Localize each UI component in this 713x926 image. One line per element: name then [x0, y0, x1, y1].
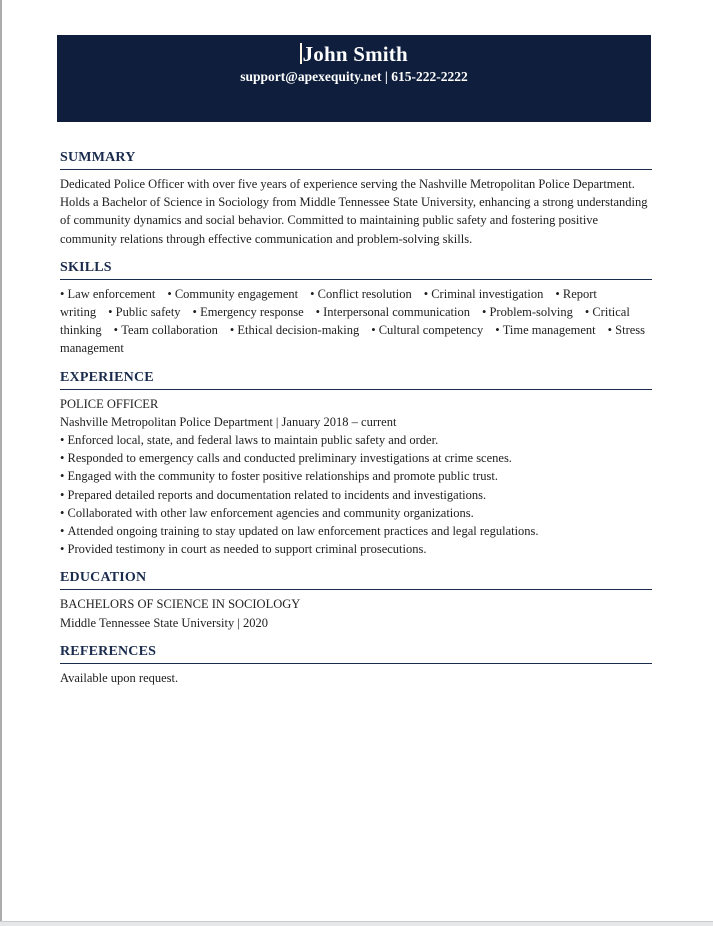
section-references [60, 644, 652, 687]
references-heading[interactable]: REFERENCES [60, 644, 652, 664]
skill-item[interactable]: • Team collaboration [114, 323, 218, 337]
skill-item[interactable]: • Emergency response [193, 305, 304, 319]
experience-bullet[interactable]: • Collaborated with other law enforcement agencies and community organizations. [60, 504, 652, 522]
job-title[interactable]: POLICE OFFICER [60, 396, 159, 411]
resume-header-band[interactable] [57, 35, 651, 122]
summary-paragraph[interactable]: Dedicated Police Officer with over five years of experience serving the Nashville Metropolitan Police Department. Holds a Bachelor of Science in Sociology from Middle Tennessee State University, enhancing a strong understanding of community dynamics and social behavior. Committed to maintaining public safety and fostering positive community relations through effective communication and problem-solving skills. [60, 177, 648, 246]
resume-contact-line[interactable]: support@apexequity.net | 615-222-2222 [240, 69, 468, 84]
experience-heading[interactable]: EXPERIENCE [60, 370, 652, 390]
skill-item[interactable]: • Critical thinking [60, 305, 630, 337]
skills-list[interactable] [60, 285, 652, 358]
experience-bullet[interactable]: • Responded to emergency calls and conducted preliminary investigations at crime scenes. [60, 449, 652, 467]
section-summary [60, 150, 652, 248]
skill-item[interactable]: • Community engagement [167, 287, 298, 301]
skill-item[interactable]: • Problem-solving [482, 305, 573, 319]
section-experience [60, 370, 652, 559]
summary-heading[interactable]: SUMMARY [60, 150, 652, 170]
resume-body [60, 150, 652, 687]
experience-bullet[interactable]: • Enforced local, state, and federal laws to maintain public safety and order. [60, 431, 652, 449]
text-cursor-caret [300, 43, 302, 64]
skill-item[interactable]: • Law enforcement [60, 287, 155, 301]
skill-item[interactable]: • Interpersonal communication [316, 305, 470, 319]
employer-line[interactable]: Nashville Metropolitan Police Department | January 2018 – current [60, 414, 397, 429]
resume-name-line[interactable] [57, 41, 651, 67]
education-degree[interactable]: BACHELORS OF SCIENCE IN SOCIOLOGY [60, 597, 301, 612]
experience-bullets [60, 431, 652, 558]
skill-item[interactable]: • Criminal investigation [424, 287, 544, 301]
skills-heading[interactable]: SKILLS [60, 260, 652, 280]
education-school-line[interactable]: Middle Tennessee State University | 2020 [60, 615, 268, 630]
skill-item[interactable]: • Public safety [108, 305, 180, 319]
resume-name-text[interactable]: John Smith [302, 42, 408, 66]
skill-item[interactable]: • Time management [495, 323, 595, 337]
skill-item[interactable]: • Stress management [60, 323, 645, 355]
education-heading[interactable]: EDUCATION [60, 570, 652, 590]
page-left-edge-line [0, 0, 2, 921]
section-education [60, 570, 652, 631]
page-gap-background [0, 921, 713, 926]
skill-item[interactable]: • Cultural competency [371, 323, 483, 337]
skill-item[interactable]: • Ethical decision-making [230, 323, 359, 337]
experience-bullet[interactable]: • Engaged with the community to foster positive relationships and promote public trust. [60, 467, 652, 485]
section-skills [60, 260, 652, 358]
experience-bullet[interactable]: • Provided testimony in court as needed to support criminal prosecutions. [60, 540, 652, 558]
skill-item[interactable]: • Conflict resolution [310, 287, 412, 301]
references-text[interactable]: Available upon request. [60, 670, 179, 685]
experience-bullet[interactable]: • Prepared detailed reports and documentation related to incidents and investigations. [60, 486, 652, 504]
experience-bullet[interactable]: • Attended ongoing training to stay updated on law enforcement practices and legal regulations. [60, 522, 652, 540]
skill-item[interactable]: • Report writing [60, 287, 597, 319]
